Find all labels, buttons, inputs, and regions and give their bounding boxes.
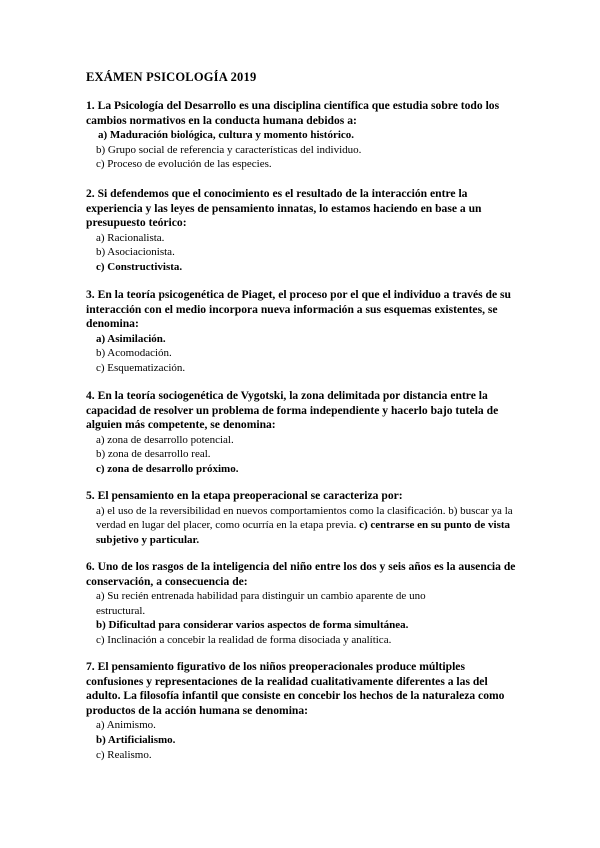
- page-title: EXÁMEN PSICOLOGÍA 2019: [86, 70, 257, 84]
- question-1: [86, 99, 516, 172]
- question-stem: 6. Uno de los rasgos de la inteligencia del niño entre los dos y seis años es la ausencia de conservación, a consecuencia de:: [86, 560, 516, 588]
- option-a: a) Maduración biológica, cultura y momento histórico.: [98, 129, 355, 142]
- question-3: [86, 288, 516, 376]
- question-stem: 7. El pensamiento figurativo de los niños preoperacionales produce múltiples confusiones y representaciones de la realidad cualitativamente diferentes a las del adulto. La filosofía infantil que consiste en concebir los hechos de la naturaleza como productos de la acción humana se denomina:: [86, 660, 505, 717]
- question-4: [86, 389, 516, 477]
- question-stem: 5. El pensamiento en la etapa preoperacional se caracteriza por:: [86, 489, 403, 502]
- option-c: c) zona de desarrollo próximo.: [96, 462, 239, 475]
- option-b: b) Dificultad para considerar varios aspectos de forma simultánea.: [96, 619, 409, 632]
- question-7: [86, 660, 516, 762]
- options-paragraph: [86, 504, 516, 548]
- question-6: [86, 560, 516, 648]
- option-a: a) Racionalista.: [96, 231, 165, 244]
- option-c: c) Proceso de evolución de las especies.: [96, 158, 272, 171]
- option-b: b) Artificialismo.: [96, 733, 176, 746]
- option-c: c) Esquematización.: [96, 361, 186, 374]
- question-stem: 3. En la teoría psicogenética de Piaget, el proceso por el que el individuo a través de su interacción con el medio incorpora nueva información a sus esquemas existentes, se denomina:: [86, 288, 511, 331]
- question-stem: 1. La Psicología del Desarrollo es una disciplina científica que estudia sobre todo los cambios normativos en la conducta humana debidos a:: [86, 99, 500, 127]
- question-stem: 4. En la teoría sociogenética de Vygotski, la zona delimitada por distancia entre la capacidad de resolver un problema de forma independiente y hacerlo bajo tutela de alguien más competente, se denomina:: [86, 389, 499, 432]
- question-stem: 2. Si defendemos que el conocimiento es el resultado de la interacción entre la experiencia y las leyes de pensamiento innatas, lo estamos haciendo en base a un presupuesto teórico:: [86, 187, 482, 230]
- option-a: a) Asimilación.: [96, 332, 166, 345]
- option-c: c) Constructivista.: [96, 260, 183, 273]
- option-a: a) zona de desarrollo potencial.: [96, 433, 234, 446]
- option-b: b) Acomodación.: [96, 347, 172, 360]
- option-c: c) Realismo.: [96, 748, 152, 761]
- option-b: b) zona de desarrollo real.: [96, 448, 211, 461]
- option-c: c) centrarse en su punto de vista subjetivo y particular.: [96, 519, 511, 546]
- option-a-text: a) Su recién entrenada habilidad para distinguir un cambio aparente de uno estructural.: [96, 590, 426, 617]
- option-b: b) Asociacionista.: [96, 246, 175, 259]
- option-b: b) Grupo social de referencia y características del individuo.: [96, 143, 362, 156]
- options-a-b-text: a) el uso de la reversibilidad en nuevos comportamientos como la clasificación. b) buscar ya la verdad en lugar del placer, como ocurría en la etapa previa.: [96, 504, 513, 532]
- question-5: [86, 489, 516, 547]
- option-c: c) Inclinación a concebir la realidad de forma disociada y analítica.: [96, 633, 392, 646]
- option-a: [86, 589, 476, 618]
- option-a: a) Animismo.: [96, 719, 156, 732]
- question-2: [86, 187, 516, 275]
